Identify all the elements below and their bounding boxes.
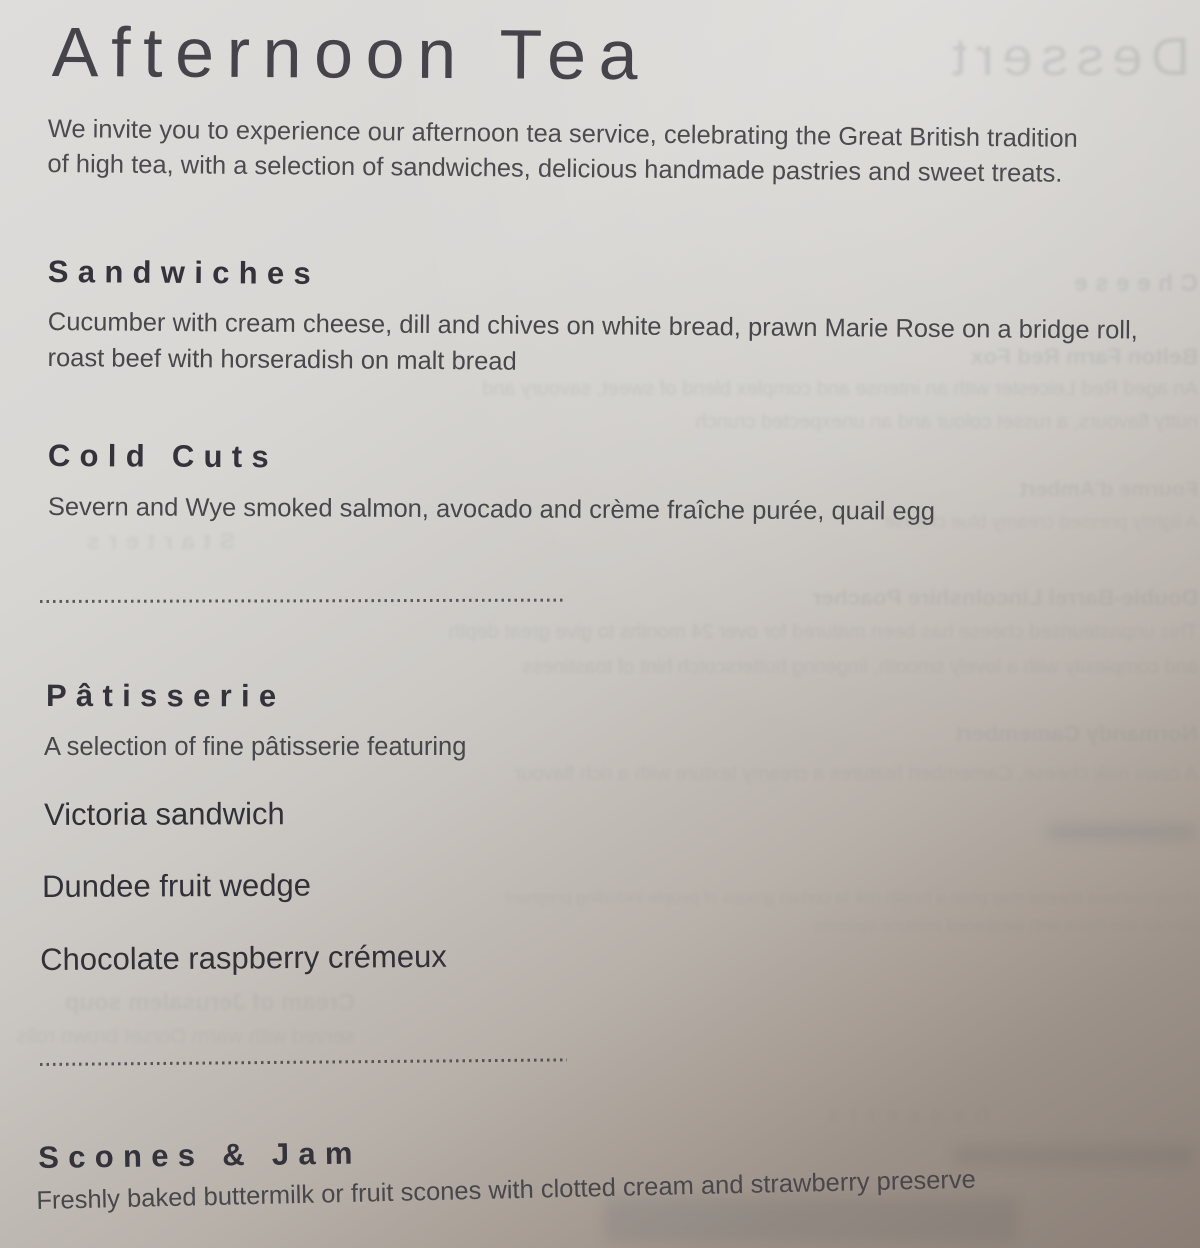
showthrough-line: Belton Farm Red Fox bbox=[970, 344, 1198, 369]
showthrough-line: served with warm Dorset brown rolls bbox=[16, 1025, 355, 1048]
section-heading-patisserie: Pâtisserie bbox=[45, 678, 286, 714]
description-line: Cucumber with cream cheese, dill and chives on white bread, prawn Marie Rose on a bridge roll, bbox=[47, 307, 1138, 345]
showthrough-line: A lightly pressed creamy blue cheese bbox=[884, 512, 1198, 533]
showthrough-line: and complexity with a lovely smooth, lingering butterscotch hint of toastiness bbox=[522, 656, 1198, 678]
showthrough-lincolnshire-poacher-block bbox=[448, 580, 1198, 685]
menu-item-dundee-fruit-wedge: Dundee fruit wedge bbox=[42, 867, 312, 904]
dotted-divider bbox=[40, 1058, 567, 1066]
menu-item-victoria-sandwich: Victoria sandwich bbox=[44, 796, 285, 832]
intro-line: We invite you to experience our afternoon tea service, celebrating the Great British tradition bbox=[47, 114, 1078, 153]
section-heading-scones-and-jam: Scones & Jam bbox=[38, 1135, 362, 1175]
menu-item-chocolate-raspberry-cremeux: Chocolate raspberry crémeux bbox=[40, 938, 447, 977]
page-title: Afternoon Tea bbox=[51, 13, 651, 95]
description-line: roast beef with horseradish on malt bread bbox=[47, 343, 517, 376]
showthrough-line: Normandy Camembert bbox=[955, 721, 1198, 746]
showthrough-smudge bbox=[604, 1198, 1018, 1242]
description-line: Severn and Wye smoked salmon, avocado and crème fraîche purée, quail egg bbox=[47, 492, 936, 526]
section-description-cold-cuts bbox=[48, 489, 935, 530]
showthrough-line: Unpasteurised cheese may pose a health risk to certain groups of people including pregnant bbox=[504, 888, 1198, 907]
showthrough-desserts-heading: Desserts bbox=[817, 1104, 990, 1127]
showthrough-soup-block bbox=[16, 986, 355, 1054]
showthrough-cheese-disclaimer-block bbox=[504, 884, 1198, 940]
showthrough-line: Cream of Jerusalem soup bbox=[65, 990, 355, 1016]
intro-line: of high tea, with a selection of sandwiches, delicious handmade pastries and sweet treats. bbox=[47, 149, 1063, 188]
showthrough-line: This unpasteurised cheese has been matured for over 24 months to give great depth bbox=[448, 621, 1198, 643]
showthrough-starters-heading: Starters bbox=[78, 528, 235, 554]
showthrough-dessert-title: Dessert bbox=[943, 27, 1190, 87]
description-line: A selection of fine pâtisserie featuring bbox=[44, 733, 467, 761]
showthrough-belton-farm-block bbox=[482, 340, 1198, 439]
showthrough-cheese-heading: Cheese bbox=[1066, 270, 1198, 297]
showthrough-line: A cows milk cheese, Camembert features a creamy texture with a rich flavour bbox=[514, 763, 1198, 785]
showthrough-smudge bbox=[952, 1146, 1194, 1166]
dotted-divider bbox=[40, 599, 565, 603]
showthrough-line: Double-Barrel Lincolnshire Poacher bbox=[812, 585, 1198, 610]
showthrough-line: nutty flavours, a russet colour and an unexpected crunch bbox=[695, 411, 1198, 433]
showthrough-line: Fourme d'Ambert bbox=[1019, 477, 1198, 501]
showthrough-line: An aged Red Leicester with an intense and complex blend of sweet, savoury and bbox=[482, 378, 1198, 400]
showthrough-fourme-block bbox=[884, 472, 1198, 540]
intro-paragraph bbox=[47, 112, 1078, 192]
section-heading-cold-cuts: Cold Cuts bbox=[47, 438, 279, 475]
showthrough-line: women and those with weakened immune systems bbox=[814, 916, 1198, 935]
section-description-patisserie bbox=[44, 729, 466, 765]
showthrough-camembert-block bbox=[514, 714, 1198, 794]
section-heading-sandwiches: Sandwiches bbox=[47, 254, 321, 291]
showthrough-smudge bbox=[1046, 824, 1196, 840]
description-line: Freshly baked buttermilk or fruit scones with clotted cream and strawberry preserve bbox=[36, 1165, 977, 1215]
